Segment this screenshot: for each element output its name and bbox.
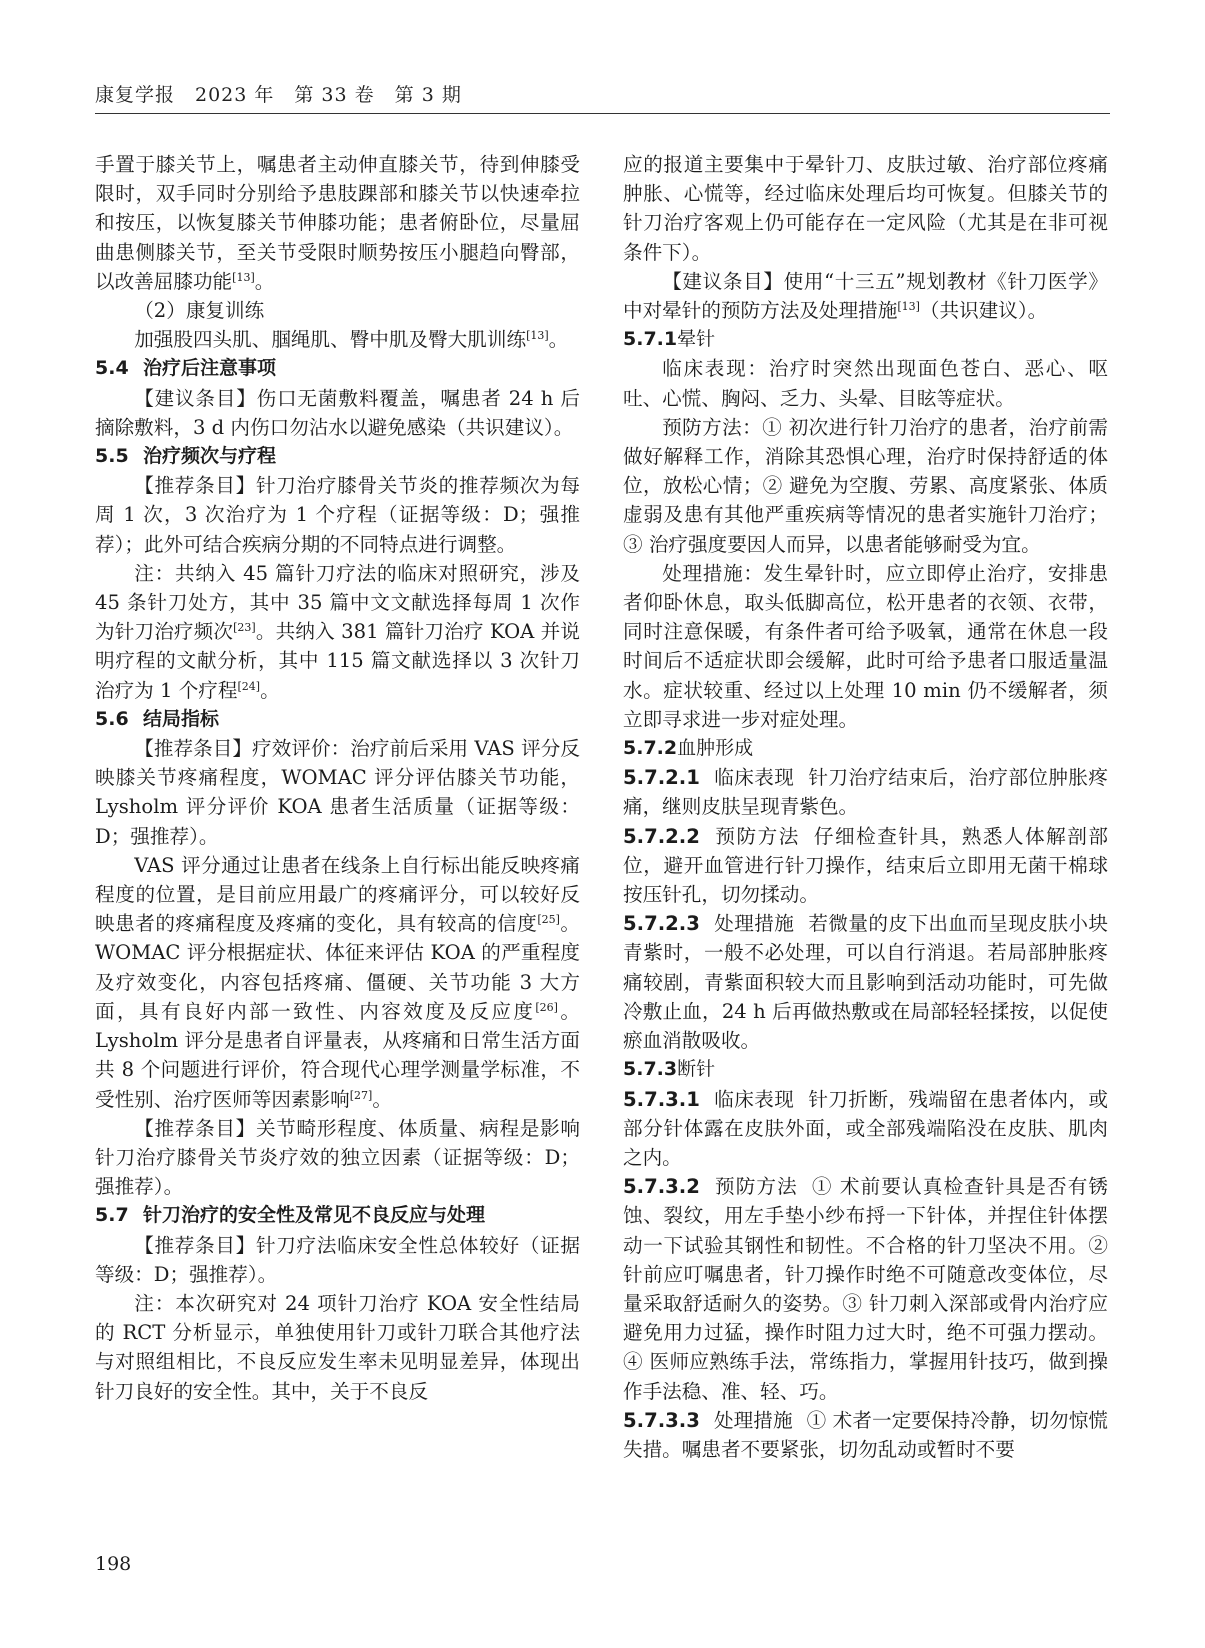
paragraph: 预防方法：① 初次进行针刀治疗的患者，治疗前需做好解释工作，消除其恐惧心理，治疗时保持舒适的体位，放松心情；② 避免为空腹、劳累、高度紧张、体质虚弱及患有其他严重疾病等情况的患者实施针刀治疗；③ 治疗强度要因人而异，以患者能够耐受为宜。 <box>623 415 1108 556</box>
paragraph-text: 。WOMAC 评分根据症状、体征来评估 KOA 的严重程度及疗效变化，内容包括疼痛、僵硬、关节功能 3 大方面，具有良好内部一致性、内容效度及反应度 <box>95 912 581 1023</box>
paragraph-text: ① 术前要认真检查针具是否有锈蚀、裂纹，用左手垫小纱布捋一下针体，并捏住针体摆动一下试验其钢性和韧性。不合格的针刀坚决不用。② 针前应叮嘱患者，针刀操作时绝不可随意改变体位，尽量采取舒适耐久的姿势。③ 针刀刺入深部或骨内治疗应避免用力过猛，操作时阻力过大时，绝不可强力摆动。④ 医师应熟练手法，常练指力，掌握用针技巧，做到操作手法稳、准、轻、巧。 <box>623 1175 1109 1403</box>
punct: 。 <box>260 678 280 702</box>
paragraph <box>623 267 1108 325</box>
right-column <box>623 150 1108 1464</box>
section-heading <box>95 1201 580 1230</box>
section-title: 治疗频次与疗程 <box>143 445 277 468</box>
section-number: 5.7.2.2 <box>623 824 700 848</box>
sub-subsection <box>623 1406 1108 1464</box>
paragraph-text: 。Lysholm 评分是患者自评量表，从疼痛和日常生活方面共 8 个问题进行评价，符合现代心理学测量学标准，不受性别、治疗医师等因素影响 <box>95 999 581 1111</box>
paragraph: 临床表现：治疗时突然出现面色苍白、恶心、呕吐、心慌、胸闷、乏力、头晕、目眩等症状。 <box>623 357 1108 410</box>
paragraph: 应的报道主要集中于晕针刀、皮肤过敏、治疗部位疼痛肿胀、心慌等，经过临床处理后均可恢复。但膝关节的针刀治疗客观上仍可能存在一定风险（尤其是在非可视条件下）。 <box>623 153 1108 264</box>
paragraph: 【建议条目】伤口无菌敷料覆盖，嘱患者 24 h 后摘除敷料，3 d 内伤口勿沾水以避免感染（共识建议）。 <box>95 386 580 439</box>
citation: [27] <box>349 1088 373 1102</box>
sub-subsection <box>623 1085 1108 1173</box>
section-title: 血肿形成 <box>677 737 754 760</box>
section-number: 5.7.3.2 <box>623 1175 700 1199</box>
section-number: 5.7.1 <box>623 328 678 351</box>
section-title: 结局指标 <box>143 707 220 730</box>
paragraph-text: VAS 评分通过让患者在线条上自行标出能反映疼痛程度的位置，是目前应用最广的疼痛评分，可以较好反映患者的疼痛程度及疼痛的变化，具有较高的信度 <box>95 853 580 936</box>
citation: [23] <box>233 621 256 635</box>
paragraph-text: 注：共纳入 45 篇针刀疗法的临床对照研究，涉及 45 条针刀处方，其中 35 篇中文文献选择每周 1 次作为针刀治疗频次 <box>95 561 580 644</box>
section-title: 断针 <box>677 1058 716 1081</box>
paragraph: 【推荐条目】关节畸形程度、体质量、病程是影响针刀治疗膝骨关节炎疗效的独立因素（证据等级：D；强推荐）。 <box>95 1116 580 1199</box>
citation: [26] <box>535 1000 558 1014</box>
section-number: 5.7.2 <box>623 737 678 760</box>
citation: [25] <box>537 913 560 927</box>
paragraph: 【推荐条目】针刀治疗膝骨关节炎的推荐频次为每周 1 次，3 次治疗为 1 个疗程（证据等级：D；强推荐）；此外可结合疾病分期的不同特点进行调整。 <box>95 474 580 556</box>
citation: [13] <box>232 270 255 284</box>
section-label: 预防方法 <box>713 824 800 848</box>
section-number: 5.5 <box>95 445 129 468</box>
header-rule <box>95 113 1110 114</box>
section-number: 5.7 <box>95 1204 129 1227</box>
subsection-heading <box>623 1055 1108 1084</box>
punct: 。 <box>548 328 569 352</box>
paragraph <box>95 559 580 705</box>
section-label: 临床表现 <box>713 766 795 790</box>
page-number: 198 <box>95 1553 132 1575</box>
section-label: 预防方法 <box>713 1175 798 1199</box>
paragraph-text: 【建议条目】使用“十三五”规划教材《针刀医学》中对晕针的预防方法及处理措施 <box>623 269 1108 323</box>
section-number: 5.4 <box>95 357 129 380</box>
sub-subsection <box>623 822 1108 910</box>
paragraph: 【推荐条目】针刀疗法临床安全性总体较好（证据等级：D；强推荐）。 <box>95 1233 580 1286</box>
paragraph <box>95 150 580 296</box>
section-title: 晕针 <box>677 328 716 351</box>
subsection-heading <box>623 734 1108 763</box>
section-label: 临床表现 <box>713 1087 795 1111</box>
paragraph: 注：本次研究对 24 项针刀治疗 KOA 安全性结局的 RCT 分析显示，单独使用针刀或针刀联合其他疗法与对照组相比，不良反应发生率未见明显差异，体现出针刀良好的安全性。其中，关于不良反 <box>95 1291 580 1403</box>
paragraph-text: 加强股四头肌、腘绳肌、臀中肌及臀大肌训练 <box>134 328 527 352</box>
left-column <box>95 150 580 1406</box>
punct: 。 <box>372 1087 392 1111</box>
paragraph-text: （共识建议）。 <box>919 299 1048 323</box>
paragraph: 【推荐条目】疗效评价：治疗前后采用 VAS 评分反映膝关节疼痛程度，WOMAC 评分评估膝关节功能，Lysholm 评分评价 KOA 患者生活质量（证据等级：D；强推荐）。 <box>95 737 580 848</box>
section-number: 5.6 <box>95 707 129 730</box>
paragraph <box>95 325 580 354</box>
paragraph-text: 针刀治疗结束后，治疗部位肿胀疼痛，继则皮肤呈现青紫色。 <box>623 766 1109 819</box>
running-header: 康复学报 2023 年 第 33 卷 第 3 期 <box>95 84 462 106</box>
paragraph-text: ① 术者一定要保持冷静，切勿惊慌失措。嘱患者不要紧张，切勿乱动或暂时不要 <box>623 1408 1108 1461</box>
paragraph-text: 若微量的皮下出血而呈现皮肤小块青紫时，一般不必处理，可以自行消退。若局部肿胀疼痛较剧，青紫面积较大而且影响到活动功能时，可先做冷敷止血，24 h 后再做热敷或在局部轻轻揉按，以促使瘀血消散吸收。 <box>623 912 1109 1053</box>
section-number: 5.7.2.3 <box>623 912 700 936</box>
subsection-heading <box>623 325 1108 354</box>
section-label: 处理措施 <box>713 1408 793 1432</box>
section-heading <box>95 705 580 734</box>
section-heading <box>95 442 580 471</box>
citation: [13] <box>526 329 549 343</box>
sub-subsection <box>623 1172 1108 1406</box>
paragraph: 处理措施：发生晕针时，应立即停止治疗，安排患者仰卧休息，取头低脚高位，松开患者的衣领、衣带，同时注意保暖，有条件者可给予吸氧，通常在休息一段时间后不适症状即会缓解，此时可给予患者口服适量温水。症状较重、经过以上处理 10 min 仍不缓解者，须立即寻求进一步对症处理。 <box>623 561 1108 731</box>
paragraph <box>95 851 580 1114</box>
section-number: 5.7.3.3 <box>623 1408 700 1432</box>
paragraph-text: 仔细检查针具，熟悉人体解剖部位，避开血管进行针刀操作，结束后立即用无菌干棉球按压针孔，切勿揉动。 <box>623 824 1109 907</box>
section-number: 5.7.3 <box>623 1058 678 1081</box>
section-title: 治疗后注意事项 <box>143 357 277 380</box>
section-heading <box>95 354 580 383</box>
section-title: 针刀治疗的安全性及常见不良反应与处理 <box>143 1204 486 1227</box>
sub-subsection <box>623 763 1108 821</box>
citation: [13] <box>897 300 920 314</box>
paragraph-text: 针刀折断，残端留在患者体内，或部分针体露在皮肤外面，或全部残端陷没在皮肤、肌肉之内。 <box>623 1087 1109 1169</box>
paragraph-text: 手置于膝关节上，嘱患者主动伸直膝关节，待到伸膝受限时，双手同时分别给予患肢踝部和膝关节以快速牵拉和按压，以恢复膝关节伸膝功能；患者俯卧位，尽量屈曲患侧膝关节，至关节受限时顺势按压小腿趋向臀部，以改善屈膝功能 <box>95 153 580 293</box>
citation: [24] <box>237 679 261 693</box>
punct: 。 <box>254 269 275 293</box>
section-label: 处理措施 <box>713 912 795 936</box>
paragraph: （2）康复训练 <box>134 299 265 323</box>
sub-subsection <box>623 909 1108 1055</box>
section-number: 5.7.2.1 <box>623 766 700 790</box>
section-number: 5.7.3.1 <box>623 1087 700 1111</box>
paragraph-text: 。共纳入 381 篇针刀治疗 KOA 并说明疗程的文献分析，其中 115 篇文献选择以 3 次针刀治疗为 1 个疗程 <box>95 620 581 702</box>
